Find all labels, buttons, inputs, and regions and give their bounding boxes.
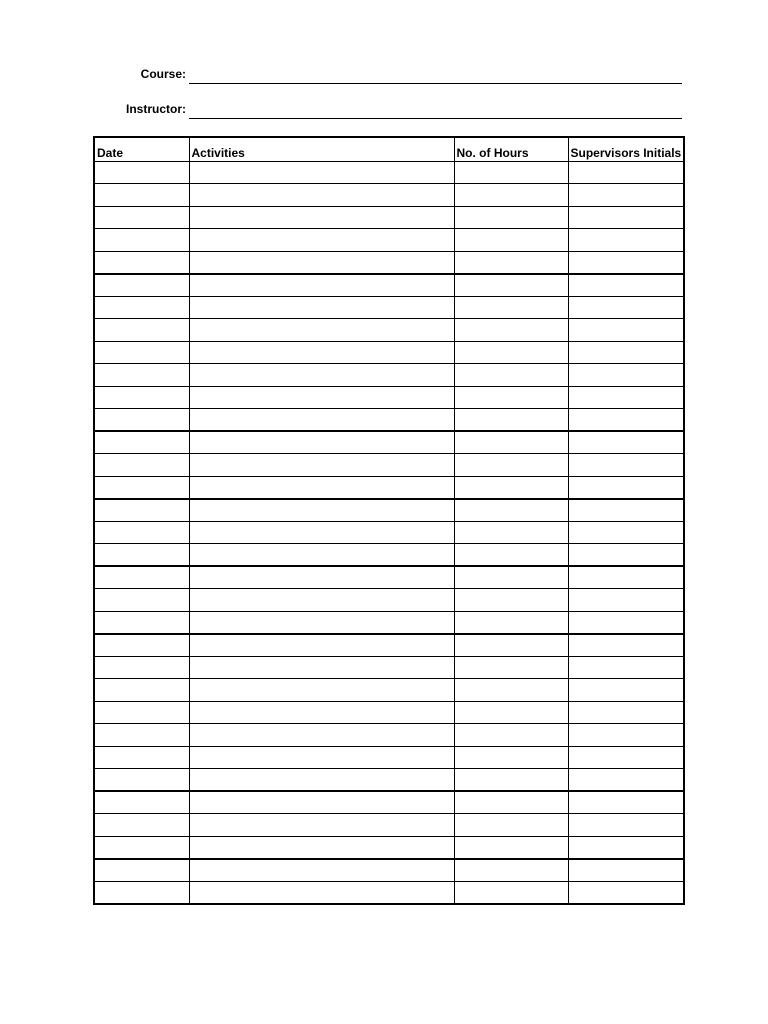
cell-supervisor-initials[interactable] <box>568 791 684 814</box>
cell-hours[interactable] <box>454 454 568 477</box>
cell-date[interactable] <box>94 566 189 589</box>
cell-supervisor-initials[interactable] <box>568 499 684 522</box>
cell-date[interactable] <box>94 836 189 859</box>
instructor-label: Instructor: <box>126 102 186 116</box>
cell-hours[interactable] <box>454 724 568 747</box>
cell-date[interactable] <box>94 634 189 657</box>
table-row <box>94 746 684 769</box>
cell-activities[interactable] <box>189 611 454 634</box>
cell-hours[interactable] <box>454 701 568 724</box>
cell-date[interactable] <box>94 814 189 837</box>
cell-hours[interactable] <box>454 431 568 454</box>
table-body <box>94 161 684 904</box>
cell-hours[interactable] <box>454 566 568 589</box>
cell-date[interactable] <box>94 161 189 184</box>
table-row <box>94 589 684 612</box>
cell-date[interactable] <box>94 769 189 792</box>
cell-hours[interactable] <box>454 814 568 837</box>
table-row <box>94 409 684 432</box>
cell-supervisor-initials[interactable] <box>568 724 684 747</box>
cell-hours[interactable] <box>454 206 568 229</box>
table-header-row <box>94 137 684 161</box>
cell-date[interactable] <box>94 386 189 409</box>
cell-activities[interactable] <box>189 296 454 319</box>
cell-activities[interactable] <box>189 859 454 882</box>
table-row <box>94 229 684 252</box>
cell-supervisor-initials[interactable] <box>568 859 684 882</box>
cell-supervisor-initials[interactable] <box>568 544 684 567</box>
table-row <box>94 454 684 477</box>
cell-date[interactable] <box>94 656 189 679</box>
table-row <box>94 341 684 364</box>
cell-supervisor-initials[interactable] <box>568 161 684 184</box>
cell-hours[interactable] <box>454 364 568 387</box>
cell-hours[interactable] <box>454 836 568 859</box>
cell-activities[interactable] <box>189 229 454 252</box>
cell-date[interactable] <box>94 341 189 364</box>
cell-supervisor-initials[interactable] <box>568 319 684 342</box>
cell-supervisor-initials[interactable] <box>568 229 684 252</box>
cell-hours[interactable] <box>454 409 568 432</box>
cell-supervisor-initials[interactable] <box>568 206 684 229</box>
table-row <box>94 656 684 679</box>
cell-date[interactable] <box>94 859 189 882</box>
table-row <box>94 274 684 297</box>
cell-hours[interactable] <box>454 521 568 544</box>
table-row <box>94 206 684 229</box>
cell-date[interactable] <box>94 791 189 814</box>
cell-date[interactable] <box>94 206 189 229</box>
cell-date[interactable] <box>94 679 189 702</box>
cell-supervisor-initials[interactable] <box>568 386 684 409</box>
cell-supervisor-initials[interactable] <box>568 589 684 612</box>
cell-supervisor-initials[interactable] <box>568 746 684 769</box>
cell-date[interactable] <box>94 184 189 207</box>
cell-supervisor-initials[interactable] <box>568 454 684 477</box>
cell-date[interactable] <box>94 431 189 454</box>
cell-supervisor-initials[interactable] <box>568 656 684 679</box>
cell-supervisor-initials[interactable] <box>568 881 684 904</box>
cell-activities[interactable] <box>189 341 454 364</box>
cell-activities[interactable] <box>189 206 454 229</box>
cell-supervisor-initials[interactable] <box>568 184 684 207</box>
cell-activities[interactable] <box>189 544 454 567</box>
cell-activities[interactable] <box>189 431 454 454</box>
cell-supervisor-initials[interactable] <box>568 814 684 837</box>
table-row <box>94 431 684 454</box>
table-row <box>94 611 684 634</box>
cell-activities[interactable] <box>189 656 454 679</box>
cell-date[interactable] <box>94 611 189 634</box>
cell-activities[interactable] <box>189 319 454 342</box>
cell-date[interactable] <box>94 701 189 724</box>
table-row <box>94 836 684 859</box>
cell-date[interactable] <box>94 229 189 252</box>
table-row <box>94 521 684 544</box>
cell-activities[interactable] <box>189 679 454 702</box>
cell-date[interactable] <box>94 521 189 544</box>
table-row <box>94 296 684 319</box>
table-row <box>94 769 684 792</box>
cell-hours[interactable] <box>454 791 568 814</box>
cell-activities[interactable] <box>189 454 454 477</box>
cell-hours[interactable] <box>454 184 568 207</box>
cell-activities[interactable] <box>189 184 454 207</box>
cell-date[interactable] <box>94 724 189 747</box>
cell-date[interactable] <box>94 274 189 297</box>
cell-hours[interactable] <box>454 634 568 657</box>
cell-activities[interactable] <box>189 364 454 387</box>
table-row <box>94 251 684 274</box>
cell-hours[interactable] <box>454 589 568 612</box>
cell-hours[interactable] <box>454 881 568 904</box>
cell-hours[interactable] <box>454 656 568 679</box>
cell-hours[interactable] <box>454 476 568 499</box>
cell-activities[interactable] <box>189 521 454 544</box>
cell-hours[interactable] <box>454 859 568 882</box>
course-input-line[interactable] <box>189 83 682 84</box>
cell-activities[interactable] <box>189 769 454 792</box>
cell-hours[interactable] <box>454 544 568 567</box>
table-row <box>94 881 684 904</box>
cell-supervisor-initials[interactable] <box>568 521 684 544</box>
header-date: Date <box>94 137 189 161</box>
table-row <box>94 791 684 814</box>
table-row <box>94 544 684 567</box>
table-row <box>94 499 684 522</box>
cell-activities[interactable] <box>189 274 454 297</box>
cell-activities[interactable] <box>189 476 454 499</box>
header-hours: No. of Hours <box>454 137 568 161</box>
cell-activities[interactable] <box>189 566 454 589</box>
cell-supervisor-initials[interactable] <box>568 836 684 859</box>
cell-date[interactable] <box>94 544 189 567</box>
cell-supervisor-initials[interactable] <box>568 476 684 499</box>
cell-hours[interactable] <box>454 679 568 702</box>
cell-activities[interactable] <box>189 836 454 859</box>
table-row <box>94 814 684 837</box>
table-row <box>94 161 684 184</box>
table-row <box>94 859 684 882</box>
cell-supervisor-initials[interactable] <box>568 769 684 792</box>
cell-activities[interactable] <box>189 881 454 904</box>
cell-hours[interactable] <box>454 341 568 364</box>
cell-supervisor-initials[interactable] <box>568 634 684 657</box>
activity-log-table <box>93 136 685 905</box>
cell-date[interactable] <box>94 881 189 904</box>
cell-activities[interactable] <box>189 634 454 657</box>
cell-date[interactable] <box>94 746 189 769</box>
cell-hours[interactable] <box>454 251 568 274</box>
table-row <box>94 724 684 747</box>
cell-supervisor-initials[interactable] <box>568 296 684 319</box>
cell-date[interactable] <box>94 319 189 342</box>
cell-activities[interactable] <box>189 701 454 724</box>
cell-date[interactable] <box>94 296 189 319</box>
cell-hours[interactable] <box>454 611 568 634</box>
cell-activities[interactable] <box>189 814 454 837</box>
cell-activities[interactable] <box>189 791 454 814</box>
cell-supervisor-initials[interactable] <box>568 431 684 454</box>
cell-activities[interactable] <box>189 589 454 612</box>
instructor-input-line[interactable] <box>189 118 682 119</box>
cell-date[interactable] <box>94 499 189 522</box>
table-row <box>94 566 684 589</box>
table-row <box>94 184 684 207</box>
cell-supervisor-initials[interactable] <box>568 274 684 297</box>
cell-hours[interactable] <box>454 499 568 522</box>
table-row <box>94 634 684 657</box>
cell-date[interactable] <box>94 364 189 387</box>
cell-supervisor-initials[interactable] <box>568 251 684 274</box>
cell-date[interactable] <box>94 589 189 612</box>
cell-supervisor-initials[interactable] <box>568 679 684 702</box>
cell-date[interactable] <box>94 251 189 274</box>
cell-hours[interactable] <box>454 296 568 319</box>
cell-hours[interactable] <box>454 319 568 342</box>
cell-hours[interactable] <box>454 161 568 184</box>
cell-supervisor-initials[interactable] <box>568 611 684 634</box>
cell-activities[interactable] <box>189 386 454 409</box>
cell-hours[interactable] <box>454 746 568 769</box>
cell-activities[interactable] <box>189 746 454 769</box>
table-row <box>94 386 684 409</box>
cell-activities[interactable] <box>189 724 454 747</box>
cell-hours[interactable] <box>454 229 568 252</box>
table-row <box>94 364 684 387</box>
table-row <box>94 701 684 724</box>
header-activities: Activities <box>189 137 454 161</box>
cell-date[interactable] <box>94 409 189 432</box>
cell-date[interactable] <box>94 476 189 499</box>
cell-activities[interactable] <box>189 499 454 522</box>
cell-supervisor-initials[interactable] <box>568 701 684 724</box>
cell-hours[interactable] <box>454 274 568 297</box>
table-row <box>94 679 684 702</box>
cell-activities[interactable] <box>189 161 454 184</box>
cell-supervisor-initials[interactable] <box>568 409 684 432</box>
cell-date[interactable] <box>94 454 189 477</box>
table-row <box>94 476 684 499</box>
cell-hours[interactable] <box>454 386 568 409</box>
cell-supervisor-initials[interactable] <box>568 341 684 364</box>
cell-supervisor-initials[interactable] <box>568 566 684 589</box>
cell-hours[interactable] <box>454 769 568 792</box>
course-label: Course: <box>140 67 186 81</box>
cell-activities[interactable] <box>189 409 454 432</box>
table-row <box>94 319 684 342</box>
cell-supervisor-initials[interactable] <box>568 364 684 387</box>
header-supervisor-initials: Supervisors Initials <box>568 137 684 161</box>
cell-activities[interactable] <box>189 251 454 274</box>
